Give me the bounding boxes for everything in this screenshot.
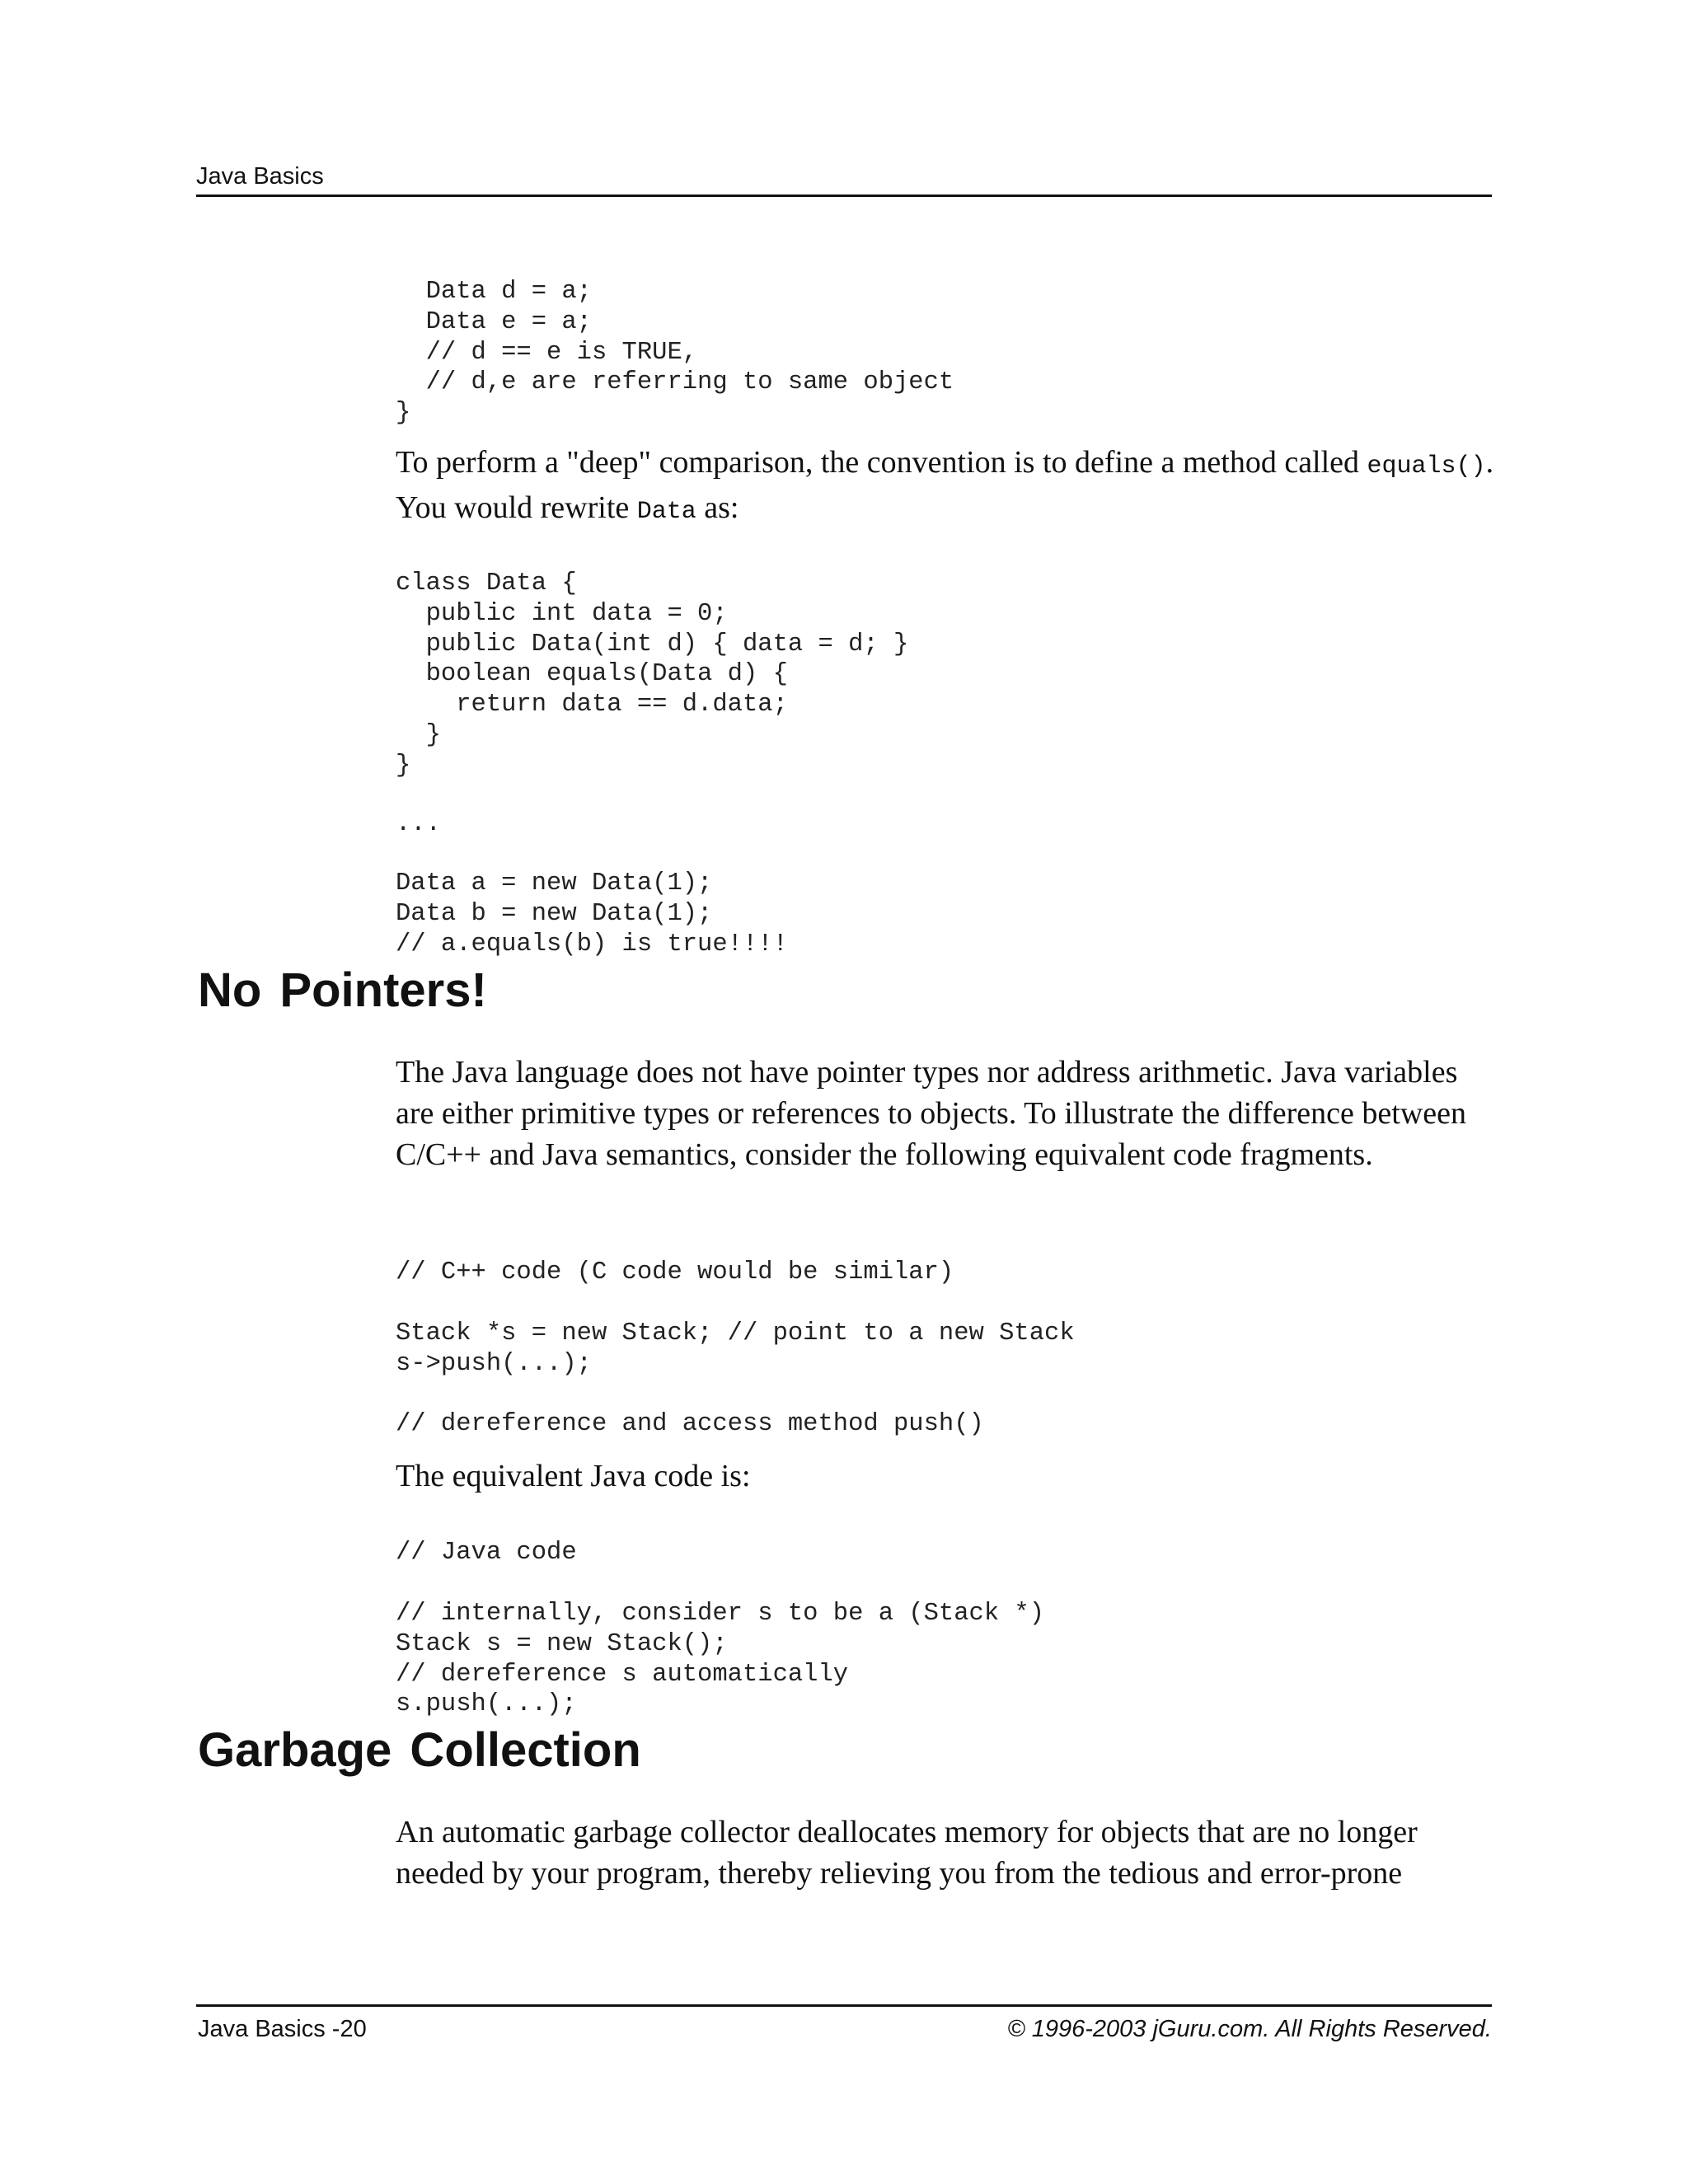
code-block-reference-compare: Data d = a; Data e = a; // d == e is TRUE, // d,e are referring to same object } <box>396 278 954 428</box>
section-heading-garbage-collection: Garbage Collection <box>198 1723 641 1777</box>
paragraph-no-pointers: The Java language does not have pointer types nor address arithmetic. Java variables are either primitive types or references to objects. To illustrate the difference between C/C++ and Java semantics, consider the following equivalent code fragments. <box>396 1055 1466 1172</box>
code-block-java-comment: // Java code <box>396 1539 577 1567</box>
code-block-cpp-dereference: // dereference and access method push() <box>396 1410 984 1438</box>
running-header: Java Basics <box>196 163 324 190</box>
inline-code-equals: equals() <box>1367 452 1486 480</box>
text-span: as: <box>696 490 739 525</box>
code-block-ellipsis: ... <box>396 810 441 838</box>
code-block-cpp-comment: // C++ code (C code would be similar) <box>396 1258 954 1286</box>
code-block-equals-usage: Data a = new Data(1); Data b = new Data(1); // a.equals(b) is true!!!! <box>396 869 788 958</box>
paragraph-equivalent-java: The equivalent Java code is: <box>396 1459 751 1493</box>
section-heading-no-pointers: No Pointers! <box>198 963 487 1017</box>
text-span: . You would rewrite <box>396 445 1494 525</box>
code-block-cpp-stack: Stack *s = new Stack; // point to a new Stack s->push(...); <box>396 1319 1075 1378</box>
paragraph-deep-comparison <box>396 442 1500 532</box>
copyright-notice: © 1996-2003 jGuru.com. All Rights Reserved. <box>1007 2016 1492 2042</box>
inline-code-data: Data <box>636 498 696 526</box>
text-span: To perform a "deep" comparison, the convention is to define a method called <box>396 445 1367 480</box>
header-rule <box>196 194 1492 197</box>
page-number: Java Basics -20 <box>198 2016 367 2042</box>
paragraph-garbage-collection: An automatic garbage collector deallocates memory for objects that are no longer needed by your program, thereby relieving you from the tedious and error-prone <box>396 1815 1418 1891</box>
code-block-class-data: class Data { public int data = 0; public Data(int d) { data = d; } boolean equals(Data d) { return data == d.data; } } <box>396 569 909 780</box>
footer-rule <box>196 2004 1492 2007</box>
code-block-java-stack: // internally, consider s to be a (Stack *) Stack s = new Stack(); // dereference s automatically s.push(...); <box>396 1600 1045 1719</box>
